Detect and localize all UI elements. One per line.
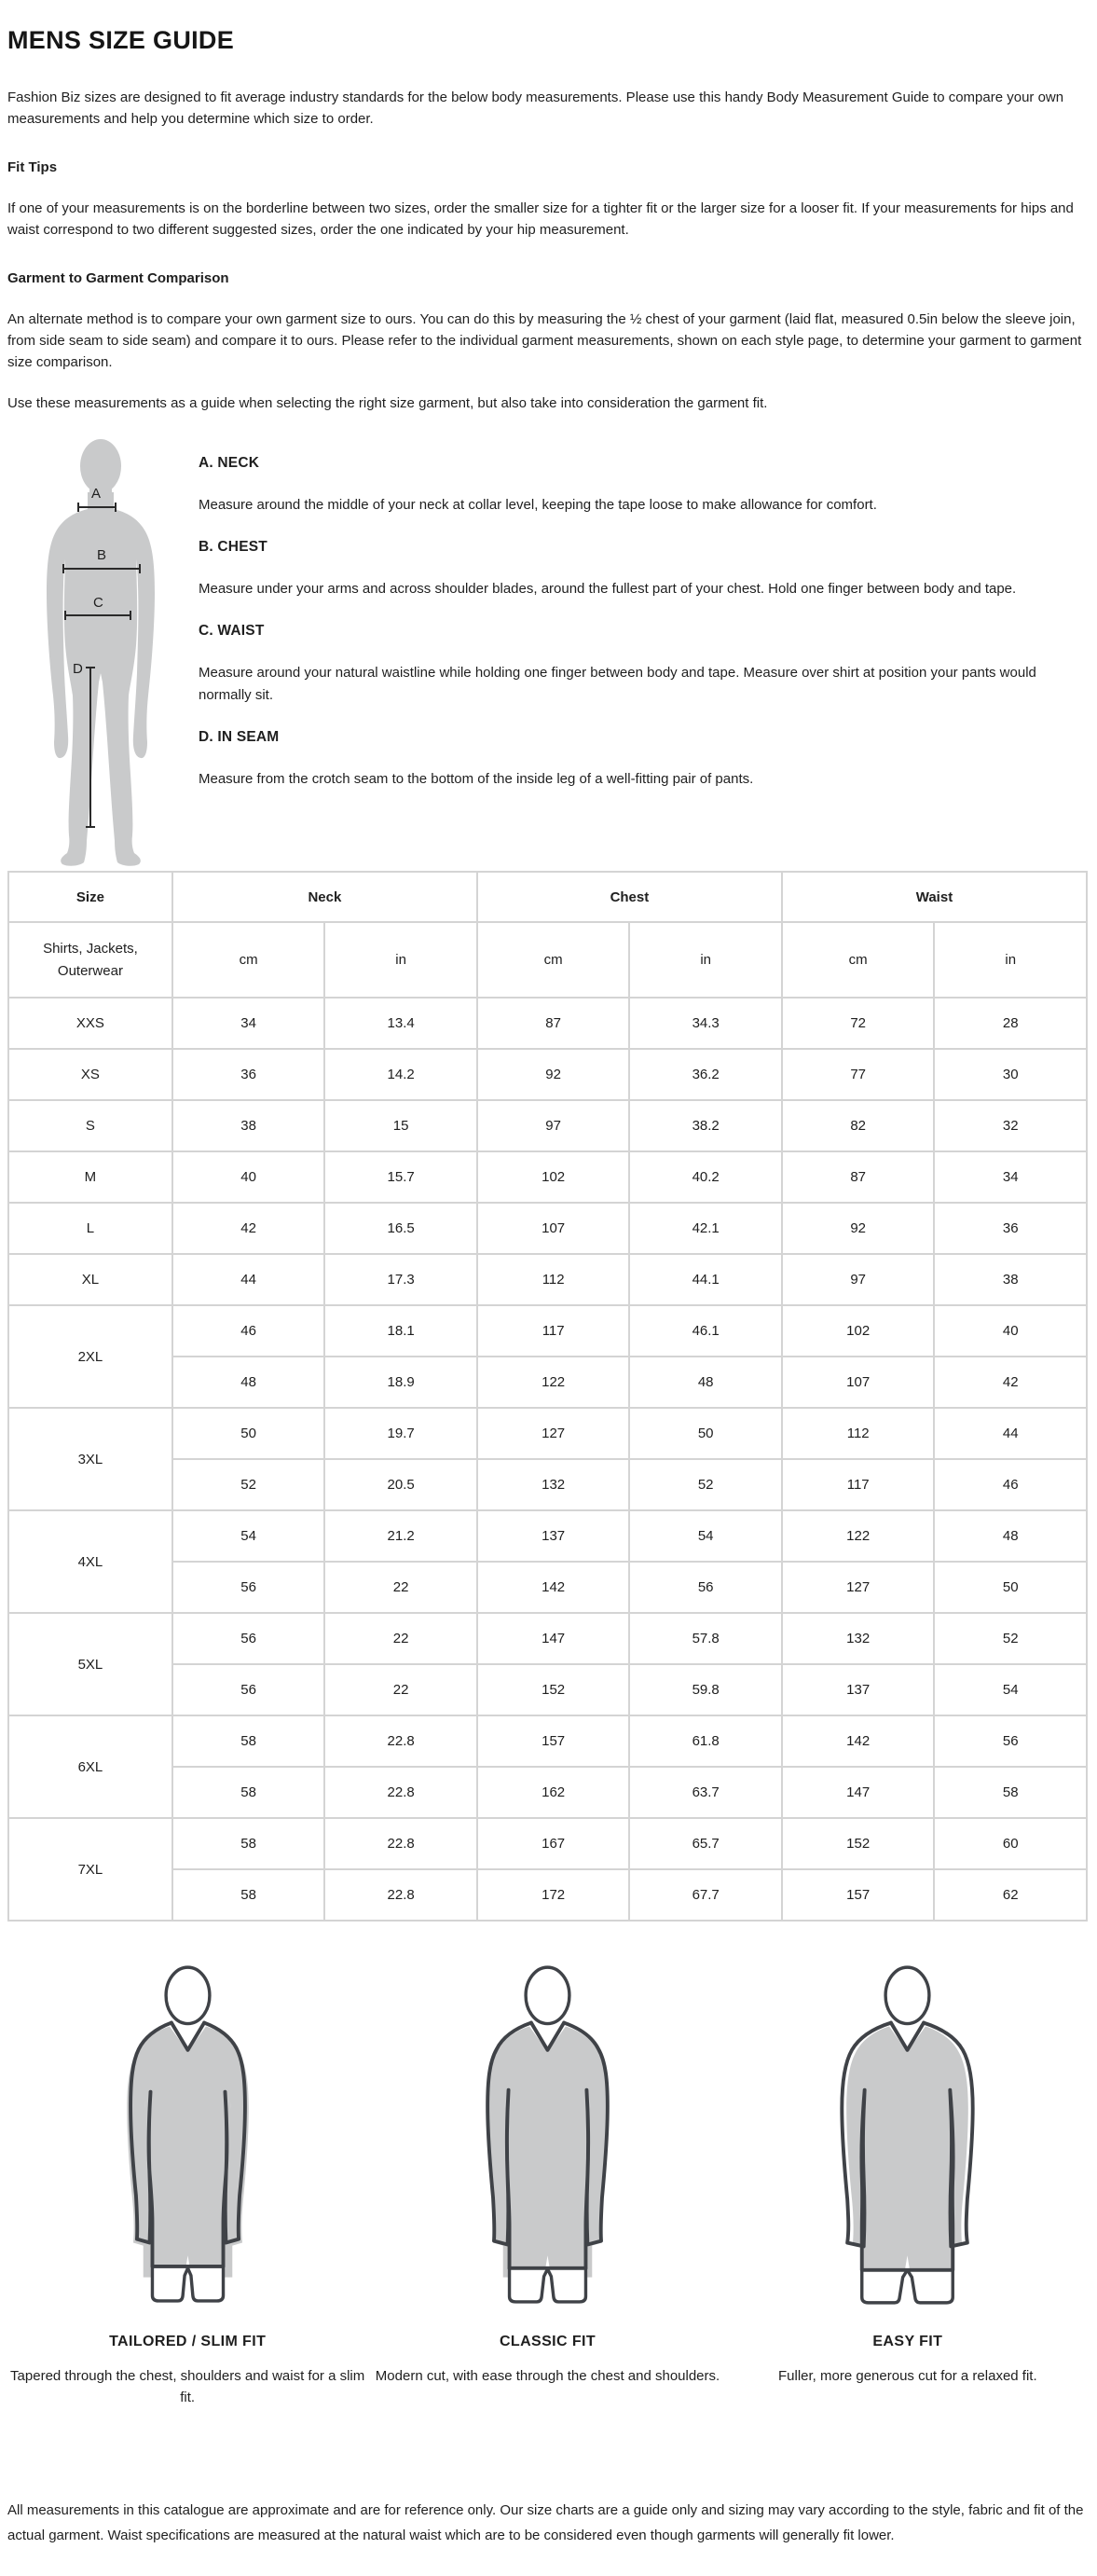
value-cell: 18.9 (324, 1357, 477, 1408)
value-cell: 127 (477, 1408, 630, 1459)
unit-header-in: in (629, 922, 782, 998)
value-cell: 132 (782, 1613, 935, 1664)
easy-fit-illustration (816, 1964, 998, 2306)
value-cell: 56 (172, 1613, 325, 1664)
value-cell: 28 (934, 998, 1087, 1049)
fit-name-easy: EASY FIT (872, 2334, 943, 2349)
fit-column-tailored (7, 1964, 367, 2408)
value-cell: 22 (324, 1562, 477, 1613)
value-cell: 147 (477, 1613, 630, 1664)
size-cell: 6XL (8, 1715, 172, 1818)
value-cell: 20.5 (324, 1459, 477, 1510)
value-cell: 40 (934, 1305, 1087, 1357)
measure-point-neck (199, 455, 1088, 517)
value-cell: 87 (477, 998, 630, 1049)
table-row (8, 1408, 1087, 1459)
measure-point-title: D. IN SEAM (199, 729, 280, 745)
marker-c-label: C (93, 595, 103, 611)
table-row (8, 1151, 1087, 1203)
value-cell: 52 (934, 1613, 1087, 1664)
size-cell: 4XL (8, 1510, 172, 1613)
marker-b-label: B (97, 547, 107, 563)
value-cell: 36 (934, 1203, 1087, 1254)
value-cell: 58 (172, 1767, 325, 1818)
value-cell: 167 (477, 1818, 630, 1869)
value-cell: 57.8 (629, 1613, 782, 1664)
size-cell: 3XL (8, 1408, 172, 1510)
classic-fit-illustration (457, 1964, 638, 2306)
value-cell: 97 (477, 1100, 630, 1151)
value-cell: 19.7 (324, 1408, 477, 1459)
size-cell: S (8, 1100, 172, 1151)
value-cell: 46.1 (629, 1305, 782, 1357)
value-cell: 44 (934, 1408, 1087, 1459)
value-cell: 60 (934, 1818, 1087, 1869)
col-header-chest: Chest (477, 872, 782, 922)
table-row (8, 1100, 1087, 1151)
fit-description-easy: Fuller, more generous cut for a relaxed fit. (778, 2368, 1037, 2384)
value-cell: 87 (782, 1151, 935, 1203)
value-cell: 40.2 (629, 1151, 782, 1203)
body-silhouette-illustration (30, 438, 193, 867)
fit-column-classic (367, 1964, 727, 2408)
unit-header-in: in (324, 922, 477, 998)
value-cell: 77 (782, 1049, 935, 1100)
value-cell: 157 (782, 1869, 935, 1921)
guide-note-paragraph: Use these measurements as a guide when selecting the right size garment, but also take into consideration the garment fit. (7, 395, 768, 411)
value-cell: 65.7 (629, 1818, 782, 1869)
value-cell: 58 (172, 1715, 325, 1767)
value-cell: 112 (782, 1408, 935, 1459)
value-cell: 36 (172, 1049, 325, 1100)
fit-description-classic: Modern cut, with ease through the chest and shoulders. (375, 2368, 720, 2384)
value-cell: 18.1 (324, 1305, 477, 1357)
value-cell: 137 (782, 1664, 935, 1715)
size-cell: 5XL (8, 1613, 172, 1715)
unit-header-in: in (934, 922, 1087, 998)
value-cell: 52 (172, 1459, 325, 1510)
table-row (8, 1254, 1087, 1305)
value-cell: 22.8 (324, 1715, 477, 1767)
fit-description-tailored: Tapered through the chest, shoulders and waist for a slim fit. (10, 2368, 365, 2405)
value-cell: 14.2 (324, 1049, 477, 1100)
fit-tips-paragraph: If one of your measurements is on the borderline between two sizes, order the smaller size for a tighter fit or the larger size for a looser fit. If your measurements for hips and waist correspond to two different suggested sizes, order the one indicated by your hip measurement. (7, 200, 1074, 238)
value-cell: 46 (172, 1305, 325, 1357)
value-cell: 48 (629, 1357, 782, 1408)
value-cell: 22.8 (324, 1869, 477, 1921)
value-cell: 67.7 (629, 1869, 782, 1921)
measure-point-title: A. NECK (199, 455, 260, 471)
measure-point-waist (199, 623, 1088, 707)
value-cell: 58 (934, 1767, 1087, 1818)
col-header-size: Size (8, 872, 172, 922)
measure-point-description: Measure around your natural waistline while holding one finger between body and tape. Measure over shirt at position your pants would normally sit. (199, 665, 1036, 703)
value-cell: 132 (477, 1459, 630, 1510)
measure-point-description: Measure from the crotch seam to the bottom of the inside leg of a well-fitting pair of pants. (199, 771, 754, 787)
value-cell: 97 (782, 1254, 935, 1305)
value-cell: 56 (629, 1562, 782, 1613)
value-cell: 142 (477, 1562, 630, 1613)
value-cell: 44.1 (629, 1254, 782, 1305)
value-cell: 50 (172, 1408, 325, 1459)
value-cell: 38 (934, 1254, 1087, 1305)
fit-column-easy (728, 1964, 1088, 2408)
measure-descriptions (199, 438, 1088, 869)
body-measurement-section (7, 438, 1088, 869)
body-measurement-diagram (7, 438, 199, 869)
value-cell: 16.5 (324, 1203, 477, 1254)
value-cell: 54 (934, 1664, 1087, 1715)
table-row (8, 1715, 1087, 1767)
value-cell: 48 (934, 1510, 1087, 1562)
measure-point-inseam (199, 729, 1088, 791)
table-row (8, 1818, 1087, 1869)
value-cell: 48 (172, 1357, 325, 1408)
size-chart-table (7, 871, 1088, 1922)
value-cell: 36.2 (629, 1049, 782, 1100)
table-row (8, 1305, 1087, 1357)
value-cell: 22.8 (324, 1818, 477, 1869)
value-cell: 38.2 (629, 1100, 782, 1151)
fit-name-tailored: TAILORED / SLIM FIT (109, 2334, 267, 2349)
value-cell: 61.8 (629, 1715, 782, 1767)
value-cell: 63.7 (629, 1767, 782, 1818)
size-cell: L (8, 1203, 172, 1254)
value-cell: 46 (934, 1459, 1087, 1510)
value-cell: 34 (934, 1151, 1087, 1203)
value-cell: 92 (782, 1203, 935, 1254)
marker-d-label: D (73, 661, 83, 677)
size-cell: 7XL (8, 1818, 172, 1921)
marker-a-label: A (91, 486, 102, 502)
value-cell: 30 (934, 1049, 1087, 1100)
value-cell: 15.7 (324, 1151, 477, 1203)
measure-point-description: Measure under your arms and across shoulder blades, around the fullest part of your chest. Hold one finger between body and tape. (199, 581, 1017, 597)
value-cell: 162 (477, 1767, 630, 1818)
value-cell: 122 (477, 1357, 630, 1408)
value-cell: 172 (477, 1869, 630, 1921)
value-cell: 117 (477, 1305, 630, 1357)
value-cell: 58 (172, 1818, 325, 1869)
value-cell: 102 (477, 1151, 630, 1203)
value-cell: 34 (172, 998, 325, 1049)
value-cell: 117 (782, 1459, 935, 1510)
fit-name-classic: CLASSIC FIT (499, 2334, 596, 2349)
disclaimer-text: All measurements in this catalogue are approximate and are for reference only. Our size charts are a guide only and sizing may vary according to the style, fabric and fit of the actual garment. Waist specifications are measured at the natural waist which are to be considered even though garments will generally fit lower. (7, 2502, 1084, 2543)
table-row (8, 1049, 1087, 1100)
value-cell: 32 (934, 1100, 1087, 1151)
tailored-fit-illustration (97, 1964, 279, 2306)
value-cell: 152 (477, 1664, 630, 1715)
unit-header-cm: cm (782, 922, 935, 998)
unit-header-cm: cm (477, 922, 630, 998)
value-cell: 137 (477, 1510, 630, 1562)
value-cell: 58 (172, 1869, 325, 1921)
value-cell: 22 (324, 1613, 477, 1664)
value-cell: 152 (782, 1818, 935, 1869)
value-cell: 44 (172, 1254, 325, 1305)
table-row (8, 998, 1087, 1049)
category-header: Shirts, Jackets, Outerwear (8, 922, 172, 998)
value-cell: 42 (934, 1357, 1087, 1408)
col-header-waist: Waist (782, 872, 1087, 922)
size-cell: XS (8, 1049, 172, 1100)
table-row (8, 1203, 1087, 1254)
measure-point-title: C. WAIST (199, 623, 265, 639)
garment-comparison-paragraph: An alternate method is to compare your own garment size to ours. You can do this by measuring the ½ chest of your garment (laid flat, measured 0.5in below the sleeve join, from side seam to side seam) and compare it to ours. Please refer to the individual garment measurements, shown on each style page, to determine your garment to garment size comparison. (7, 311, 1082, 370)
value-cell: 72 (782, 998, 935, 1049)
table-row (8, 1613, 1087, 1664)
value-cell: 92 (477, 1049, 630, 1100)
value-cell: 56 (934, 1715, 1087, 1767)
value-cell: 56 (172, 1562, 325, 1613)
size-cell: 2XL (8, 1305, 172, 1408)
page-title: MENS SIZE GUIDE (7, 26, 235, 54)
value-cell: 34.3 (629, 998, 782, 1049)
value-cell: 38 (172, 1100, 325, 1151)
table-row (8, 1510, 1087, 1562)
value-cell: 50 (629, 1408, 782, 1459)
value-cell: 15 (324, 1100, 477, 1151)
value-cell: 127 (782, 1562, 935, 1613)
value-cell: 42.1 (629, 1203, 782, 1254)
value-cell: 54 (172, 1510, 325, 1562)
col-header-neck: Neck (172, 872, 477, 922)
fit-guide-section (7, 1964, 1088, 2408)
value-cell: 112 (477, 1254, 630, 1305)
size-cell: XL (8, 1254, 172, 1305)
value-cell: 54 (629, 1510, 782, 1562)
value-cell: 40 (172, 1151, 325, 1203)
fit-tips-heading: Fit Tips (7, 159, 58, 175)
value-cell: 102 (782, 1305, 935, 1357)
intro-paragraph: Fashion Biz sizes are designed to fit average industry standards for the below body measurements. Please use this handy Body Measurement Guide to compare your own measurements and help you determine which size to order. (7, 90, 1064, 127)
value-cell: 50 (934, 1562, 1087, 1613)
value-cell: 122 (782, 1510, 935, 1562)
value-cell: 52 (629, 1459, 782, 1510)
measure-point-chest (199, 539, 1088, 600)
value-cell: 21.2 (324, 1510, 477, 1562)
measure-point-title: B. CHEST (199, 539, 267, 555)
value-cell: 56 (172, 1664, 325, 1715)
value-cell: 59.8 (629, 1664, 782, 1715)
value-cell: 157 (477, 1715, 630, 1767)
value-cell: 147 (782, 1767, 935, 1818)
value-cell: 17.3 (324, 1254, 477, 1305)
value-cell: 82 (782, 1100, 935, 1151)
value-cell: 13.4 (324, 998, 477, 1049)
value-cell: 62 (934, 1869, 1087, 1921)
value-cell: 142 (782, 1715, 935, 1767)
value-cell: 107 (782, 1357, 935, 1408)
garment-comparison-heading: Garment to Garment Comparison (7, 270, 229, 286)
unit-header-cm: cm (172, 922, 325, 998)
size-cell: XXS (8, 998, 172, 1049)
size-cell: M (8, 1151, 172, 1203)
value-cell: 22.8 (324, 1767, 477, 1818)
measure-point-description: Measure around the middle of your neck at collar level, keeping the tape loose to make allowance for comfort. (199, 497, 877, 513)
value-cell: 107 (477, 1203, 630, 1254)
value-cell: 22 (324, 1664, 477, 1715)
value-cell: 42 (172, 1203, 325, 1254)
